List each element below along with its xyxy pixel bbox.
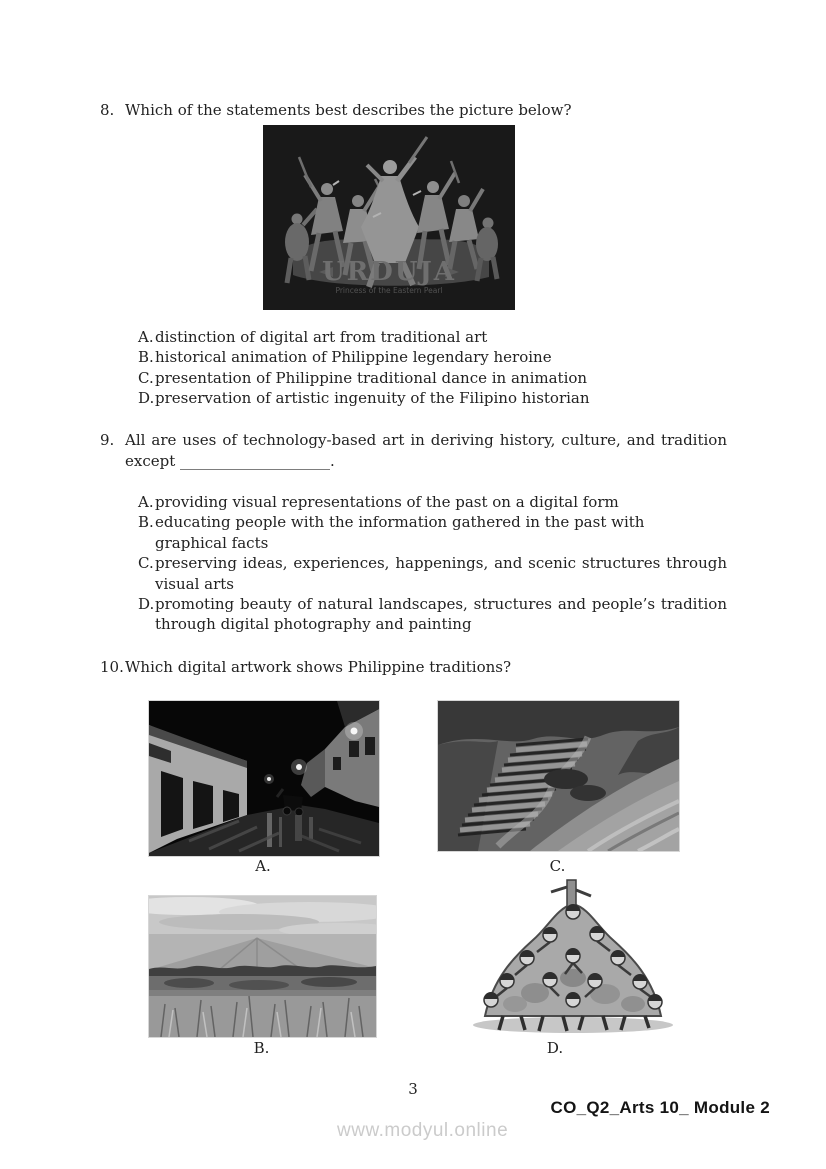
module-code: CO_Q2_Arts 10_ Module 2 bbox=[550, 1098, 770, 1117]
question-8-options bbox=[138, 327, 727, 409]
q8-option-d bbox=[138, 388, 727, 408]
q8-option-b bbox=[138, 347, 727, 367]
watermark: www.modyul.online bbox=[337, 1120, 509, 1141]
option-text: presentation of Philippine traditional dance in animation bbox=[155, 368, 588, 387]
question-8-text: Which of the statements best describes the picture below? bbox=[125, 101, 572, 119]
question-8-number: 8. bbox=[100, 101, 115, 119]
question-10 bbox=[100, 657, 727, 678]
urduja-subtitle-text: Princess of the Eastern Pearl bbox=[335, 286, 443, 295]
crowd-pyramid-image bbox=[455, 878, 690, 1038]
urduja-poster-image bbox=[263, 125, 515, 310]
question-10-text: Which digital artwork shows Philippine traditions? bbox=[125, 658, 512, 676]
q9-option-a bbox=[138, 492, 727, 512]
q8-option-a bbox=[138, 327, 727, 347]
option-text: providing visual representations of the past on a digital form bbox=[155, 493, 619, 511]
question-9-text-line1: All are uses of technology-based art in deriving history, culture, and tradition bbox=[125, 431, 727, 449]
option-letter: D. bbox=[138, 595, 155, 614]
option-letter: B. bbox=[138, 348, 154, 367]
q10-label-d: D. bbox=[546, 1039, 564, 1057]
page-number: 3 bbox=[408, 1080, 418, 1098]
q10-label-a: A. bbox=[255, 857, 271, 875]
option-text: preservation of artistic ingenuity of the Filipino historian bbox=[155, 389, 590, 408]
question-8 bbox=[100, 100, 727, 121]
q10-image-option-c bbox=[437, 700, 680, 852]
question-9-options bbox=[138, 492, 727, 635]
question-8-figure bbox=[263, 125, 515, 310]
question-10-number: 10. bbox=[100, 658, 124, 676]
question-9-number: 9. bbox=[100, 431, 115, 449]
q10-image-option-d bbox=[455, 878, 690, 1038]
option-letter: B. bbox=[138, 513, 154, 532]
q9-option-b bbox=[138, 512, 727, 553]
question-9 bbox=[100, 430, 727, 472]
q9-option-d bbox=[138, 594, 727, 635]
option-letter: C. bbox=[138, 554, 154, 573]
question-9-text-line2: except ____________________. bbox=[125, 452, 335, 470]
option-text: preserving ideas, experiences, happenings, and scenic structures through visual arts bbox=[155, 554, 727, 593]
q10-image-option-a bbox=[148, 700, 380, 857]
night-street-image bbox=[149, 701, 379, 856]
q10-label-c: C. bbox=[549, 857, 566, 875]
option-text: distinction of digital art from traditional art bbox=[155, 328, 488, 346]
option-letter: A. bbox=[138, 328, 154, 346]
option-text: historical animation of Philippine legendary heroine bbox=[155, 348, 552, 367]
q10-label-b: B. bbox=[253, 1039, 270, 1057]
urduja-title-text: URDUJA bbox=[322, 257, 456, 287]
q10-image-option-b bbox=[148, 895, 377, 1038]
option-text: promoting beauty of natural landscapes, structures and people’s tradition through digital photography and painting bbox=[155, 595, 727, 634]
rice-terraces-image bbox=[438, 701, 679, 851]
option-letter: C. bbox=[138, 368, 154, 387]
q8-option-c bbox=[138, 368, 727, 388]
option-text: educating people with the information gathered in the past with graphical facts bbox=[155, 513, 645, 552]
q9-option-c bbox=[138, 553, 727, 594]
mountain-field-image bbox=[149, 896, 376, 1037]
option-letter: A. bbox=[138, 493, 154, 511]
option-letter: D. bbox=[138, 389, 155, 408]
